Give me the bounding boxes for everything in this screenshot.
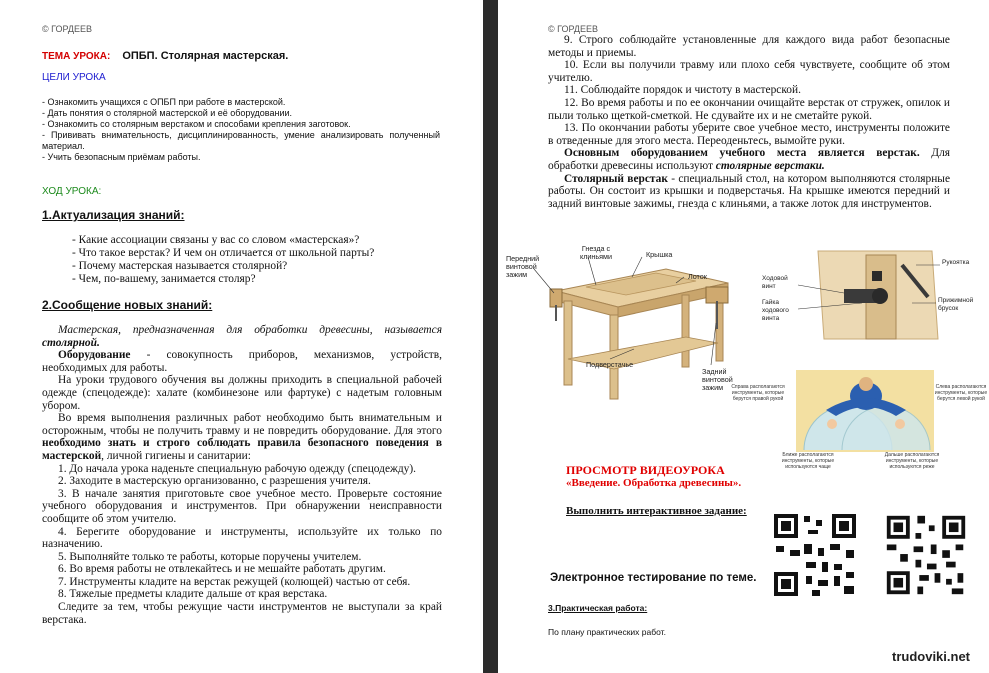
label-sockets: Гнезда с клиньями <box>580 244 612 261</box>
rule-item: 7. Инструменты кладите на верстак режущей (колющей) частью от себя. <box>58 575 411 588</box>
workplace-illustration <box>730 366 988 478</box>
rule-item: 6. Во время работы не отвлекайтесь и не мешайте работать другим. <box>58 563 386 576</box>
copyright: © ГОРДЕЕВ <box>548 24 599 34</box>
label-block: Прижимной брусок <box>938 297 974 312</box>
goal-item: - Прививать внимательность, дисциплинированность, умение анализировать полученный материал. <box>42 130 440 151</box>
bench-text: - специальный стол, на котором выполняются столярные работы. Он состоит из крышки и подверстачья. На крышке имеются передний и задний винтовые зажимы, гнезда с клиньями, а также лоток для инструментов. <box>548 172 950 210</box>
equipment-text: Для обработки древесины используют <box>548 147 950 172</box>
equipment-bold: Основным оборудованием учебного места является верстак. <box>564 147 920 160</box>
rule-item: 10. Если вы получили травму или плохо себя чувствуете, сообщите об этом учителю. <box>548 59 950 84</box>
equipment-paragraph <box>42 349 442 374</box>
clothes-paragraph: На уроки трудового обучения вы должны приходить в специальной рабочей одежде (спецодежде): халате (комбинезоне или фартуке) с надетым головным убором. <box>42 374 442 412</box>
rule-item: 8. Тяжелые предметы кладите дальше от края верстака. <box>58 588 328 601</box>
rule-item: 5. Выполняйте только те работы, которые поручены учителем. <box>58 550 362 563</box>
video-title: ПРОСМОТР ВИДЕОУРОКА <box>566 463 725 477</box>
rule-item: 12. Во время работы и по ее окончании очищайте верстак от стружек, опилок и пыли только щеткой-сметкой. Не сдувайте их и не сметайте рукой. <box>548 96 950 122</box>
rules-continued <box>548 34 950 210</box>
question-item: - Что такое верстак? И чем он отличается от школьной парты? <box>72 247 375 259</box>
practical-text: По плану практических работ. <box>548 627 666 637</box>
label-left-tools: Слева располагаются инструменты, которые берутся левой рукой <box>934 384 988 402</box>
question-item: - Какие ассоциации связаны у вас со словом «мастерская»? <box>72 234 360 246</box>
equipment-text: - совокупность приборов, механизмов, устройств, необходимых для работы. <box>42 349 442 374</box>
question-item: - Чем, по-вашему, занимается столяр? <box>72 273 256 285</box>
rule-item: 13. По окончании работы уберите свое учебное место, инструменты положите в отведенные для этого места. Переоденьтесь, вымойте руки. <box>548 122 950 147</box>
goal-item: - Дать понятия о столярной мастерской и её оборудовании. <box>42 108 293 118</box>
goal-item: - Учить безопасным приёмам работы. <box>42 152 201 162</box>
rule-item: 2. Заходите в мастерскую организованно, с разрешения учителя. <box>58 475 371 488</box>
rule-item: 11. Соблюдайте порядок и чистоту в мастерской. <box>564 84 801 97</box>
rule-tail: Следите за тем, чтобы режущие части инструментов не выступали за край верстака. <box>42 601 442 626</box>
label-underbench: Подверстачье <box>586 360 634 369</box>
vise-illustration <box>762 247 982 347</box>
definition-paragraph <box>42 324 442 349</box>
rule-item: 4. Берегите оборудование и инструменты, используйте их только по назначению. <box>42 525 442 551</box>
label-right-tools: Справа располагаются инструменты, которые берутся правой рукой <box>731 384 785 402</box>
goal-item: - Ознакомить учащихся с ОПБП при работе в мастерской. <box>42 97 286 107</box>
topic-title: ОПБП. Столярная мастерская. <box>122 50 289 62</box>
goals-header: ЦЕЛИ УРОКА <box>42 72 106 83</box>
rule-item: 3. В начале занятия приготовьте свое учебное место. Проверьте состояние учебного оборудования и инструментов. При обнаружении неисправности сообщите об этом учителю. <box>42 487 442 525</box>
label-far-tools: Дальше располагаются инструменты, которые используются реже <box>884 452 940 470</box>
rule-item: 1. До начала урока наденьте специальную рабочую одежду (спецодежду). <box>58 462 417 475</box>
qr-code-video[interactable] <box>770 510 860 600</box>
section2-title: 2.Сообщение новых знаний: <box>42 298 213 312</box>
left-page <box>0 0 483 673</box>
topic-label: ТЕМА УРОКА: <box>42 51 111 62</box>
interactive-task[interactable]: Выполнить интерактивное задание: <box>566 505 747 517</box>
workbench-illustration <box>506 243 738 403</box>
label-front-clamp: Передний винтовой зажим <box>506 254 540 279</box>
section1-title: 1.Актуализация знаний: <box>42 208 185 222</box>
equipment-italic: столярные верстаки. <box>715 159 825 172</box>
label-rear-clamp: Задний винтовой зажим <box>702 367 733 392</box>
bench-term: Столярный верстак <box>564 172 668 185</box>
video-subtitle[interactable]: «Введение. Обработка древесины». <box>566 477 742 489</box>
rules-intro-tail: , личной гигиены и санитарии: <box>101 449 251 462</box>
watermark: trudoviki.net <box>892 649 971 664</box>
testing-link[interactable]: Электронное тестирование по теме. <box>550 572 757 584</box>
questions-list <box>72 234 442 286</box>
label-nut: Гайка ходового винта <box>762 299 789 322</box>
bench-paragraph <box>548 173 950 211</box>
label-handle: Рукоятка <box>942 259 970 266</box>
rules-intro-text: Во время выполнения различных работ необходимо быть внимательным и осторожным, чтобы не получить травму и не повредить оборудование. Для этого <box>42 412 442 437</box>
rules-intro-bold: необходимо знать и строго соблюдать правила безопасного поведения в мастерской <box>42 437 442 462</box>
label-screw: Ходовой винт <box>762 275 788 290</box>
goal-item: - Ознакомить со столярным верстаком и способами крепления заготовок. <box>42 119 351 129</box>
lesson-topic <box>42 46 288 64</box>
equipment-paragraph <box>548 147 950 172</box>
section2-body <box>42 324 442 626</box>
label-tray: Лоток <box>688 272 707 281</box>
rules-intro <box>42 412 442 462</box>
label-near-tools: Ближе располагаются инструменты, которые используются чаще <box>781 452 835 470</box>
qr-code-interactive[interactable] <box>883 512 969 598</box>
label-lid: Крышка <box>646 250 673 259</box>
question-item: - Почему мастерская называется столярной? <box>72 260 288 272</box>
definition-text: Мастерская, предназначенная для обработки древесины, называется <box>58 324 442 336</box>
equipment-term: Оборудование <box>58 349 131 362</box>
rule-item: 9. Строго соблюдайте установленные для каждого вида работ безопасные методы и приемы. <box>548 34 950 59</box>
definition-term: столярной. <box>42 336 100 349</box>
copyright: © ГОРДЕЕВ <box>42 24 93 34</box>
right-page <box>498 0 989 673</box>
progress-header: ХОД УРОКА: <box>42 186 102 197</box>
practical-title: 3.Практическая работа: <box>548 603 648 613</box>
goals-list <box>42 97 440 163</box>
